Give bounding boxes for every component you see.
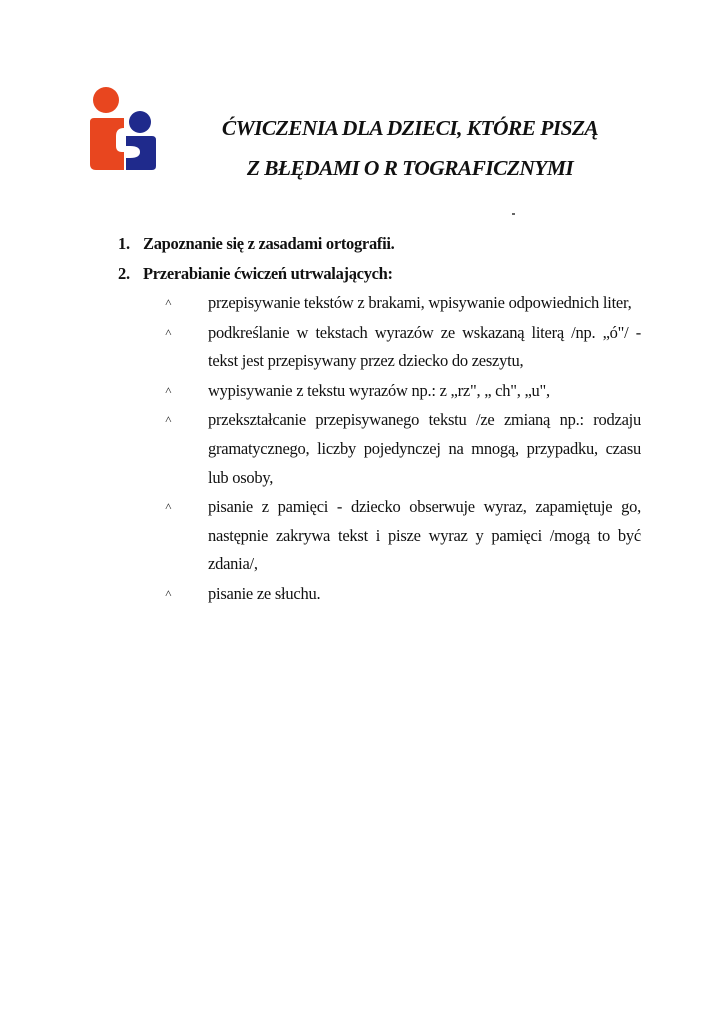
bullet-text: podkreślanie w tekstach wyrazów ze wskazaną literą /np. „ó"/ - tekst jest przepisywany przez dziecko do zeszytu, — [208, 322, 641, 371]
arrow-bullet-icon: ˄ — [165, 499, 172, 514]
list-item — [164, 377, 641, 406]
bullet-text: pisanie ze słuchu. — [208, 583, 321, 603]
arrow-bullet-icon: ˄ — [165, 412, 172, 427]
bullet-text: przepisywanie tekstów z brakami, wpisywanie odpowiednich liter, — [208, 293, 632, 312]
list-item — [164, 580, 641, 609]
bullet-text: przekształcanie przepisywanego tekstu /ze zmianą np.: rodzaju gramatycznego, liczby pojedynczej na mnogą, przypadku, czasu lub osoby, — [208, 410, 641, 487]
list-item — [118, 233, 395, 263]
arrow-bullet-icon: ˄ — [165, 382, 172, 397]
bullet-text: wypisywanie z tekstu wyrazów np.: z „rz", „ ch", „u", — [208, 380, 550, 400]
list-item — [164, 289, 641, 318]
list-number: 1. — [118, 234, 130, 253]
list-item — [164, 319, 641, 376]
list-item-text: Przerabianie ćwiczeń utrwalających: — [143, 264, 393, 283]
exercise-bullet-list — [164, 289, 641, 610]
arrow-bullet-icon: ˄ — [165, 585, 172, 600]
page-title-line-2: Z BŁĘDAMI O R TOGRAFICZNYMI — [246, 156, 574, 180]
list-item-text: Zapoznanie się z zasadami ortografii. — [143, 234, 395, 253]
people-logo-icon — [88, 86, 158, 174]
list-number: 2. — [118, 264, 130, 283]
list-item — [164, 493, 641, 579]
list-item — [164, 406, 641, 492]
numbered-list — [118, 233, 395, 293]
page-title-line-1: ĆWICZENIA DLA DZIECI, KTÓRE PISZĄ — [221, 116, 599, 140]
stray-mark — [512, 213, 515, 215]
arrow-bullet-icon: ˄ — [165, 295, 172, 309]
arrow-bullet-icon: ˄ — [165, 324, 172, 339]
bullet-text: pisanie z pamięci - dziecko obserwuje wyraz, zapamiętuje go, następnie zakrywa tekst i pisze wyraz y pamięci /mogą to być zdania/, — [208, 497, 641, 574]
